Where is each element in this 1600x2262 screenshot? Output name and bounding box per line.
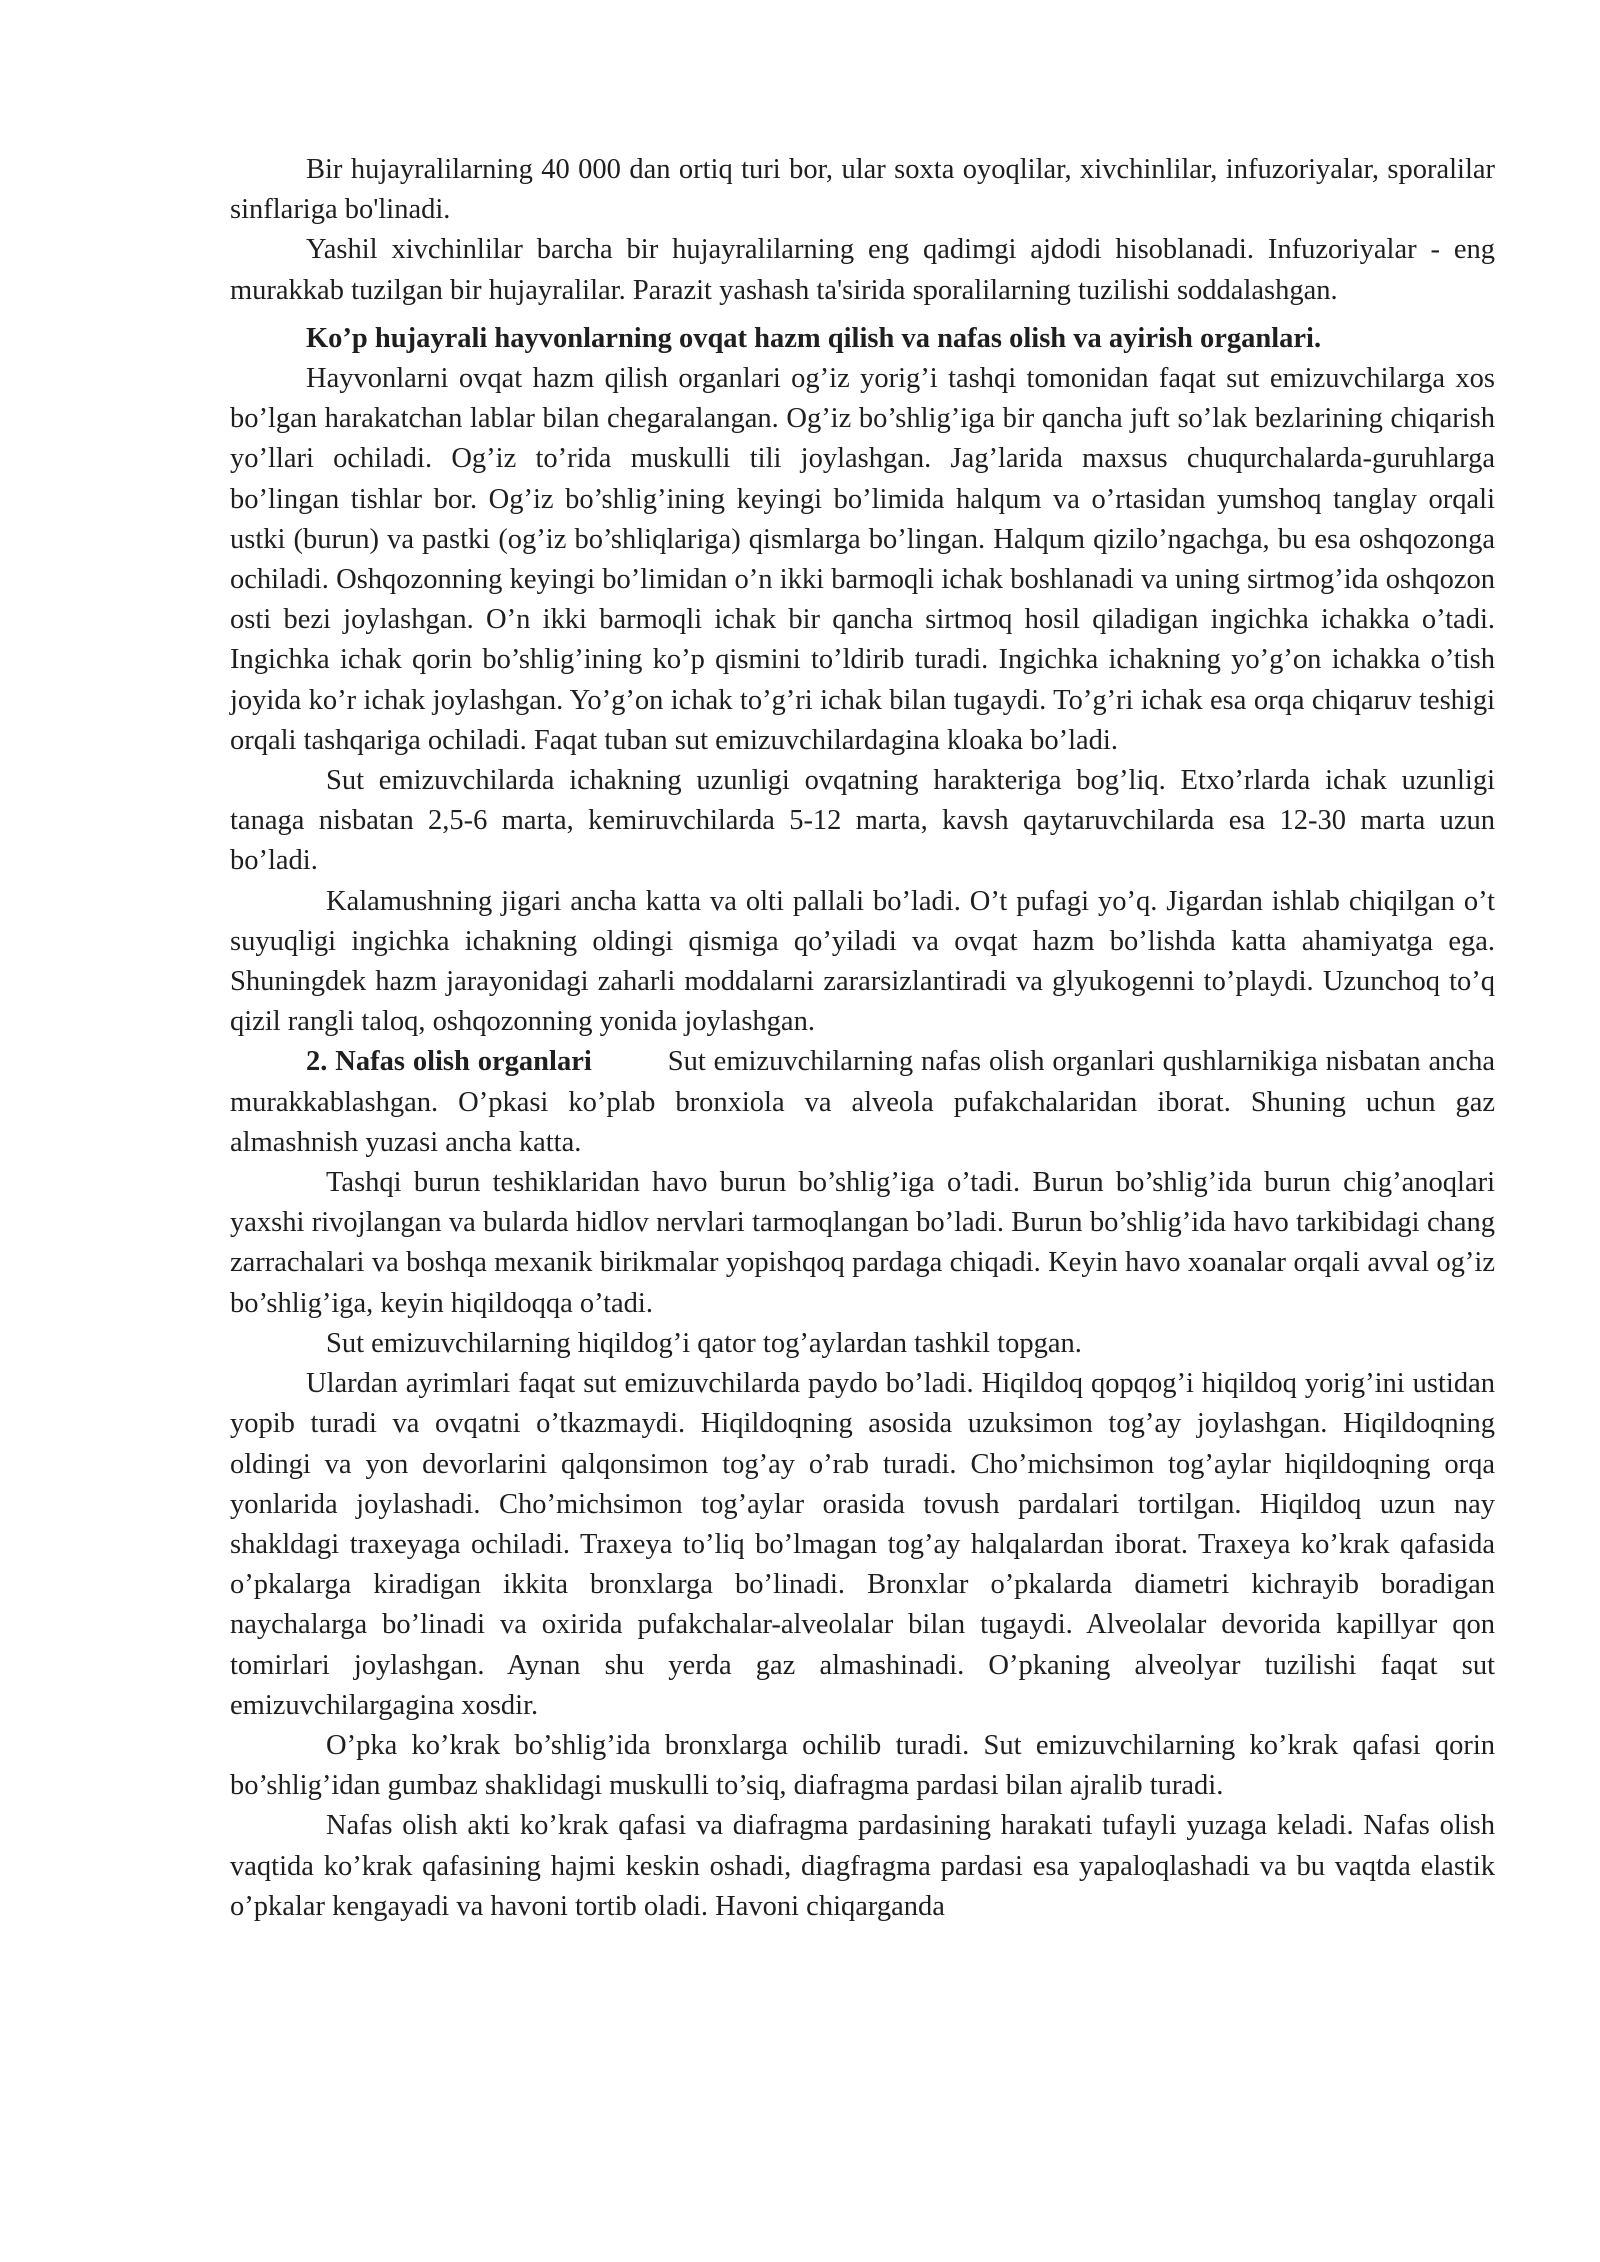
section-heading-digestive: Ko’p hujayrali hayvonlarning ovqat hazm qilish va nafas olish va ayirish organlari.: [306, 322, 1322, 354]
paragraph-flagellates: Yashil xivchinlilar barcha bir hujayralilarning eng qadimgi ajdodi hisoblanadi. Infuzoriyalar - eng murakkab tuzilgan bir hujayralilar. Parazit yashash ta'sirida sporalilarning tuzilishi soddalashgan.: [230, 234, 1495, 306]
paragraph-protozoa-count: Bir hujayralilarning 40 000 dan ortiq turi bor, ular soxta oyoqlilar, xivchinlilar, infuzoriyalar, sporalilar sinflariga bo'linadi.: [230, 154, 1495, 226]
paragraph-breathing-act: Nafas olish akti ko’krak qafasi va diafragma pardasining harakati tufayli yuzaga keladi. Nafas olish vaqtida ko’krak qafasining hajmi keskin oshadi, diagfragma pardasi esa yapaloqlashadi va bu vaqtda elastik o’pkalar kengayadi va havoni tortib oladi. Havoni chiqarganda: [230, 1810, 1495, 1922]
paragraph-intestine-length: Sut emizuvchilarda ichakning uzunligi ovqatning harakteriga bog’liq. Etxo’rlarda ichak uzunligi tanaga nisbatan 2,5-6 marta, kemiruvchilarda 5-12 marta, kavsh qaytaruvchilarda esa 12-30 marta uzun bo’ladi.: [230, 765, 1495, 877]
inline-heading-respiratory: 2. Nafas olish organlari: [306, 1046, 592, 1078]
paragraph-nasal-cavity: Tashqi burun teshiklaridan havo burun bo’shlig’iga o’tadi. Burun bo’shlig’ida burun chig’anoqlari yaxshi rivojlangan va bularda hidlov nervlari tarmoqlangan bo’ladi. Burun bo’shlig’ida havo tarkibidagi chang zarrachalari va boshqa mexanik birikmalar yopishqoq pardaga chiqadi. Keyin havo xoanalar orqali avval og’iz bo’shlig’iga, keyin hiqildoqqa o’tadi.: [230, 1167, 1495, 1319]
paragraph-respiratory-intro: [230, 1042, 1495, 1163]
paragraph-larynx: Sut emizuvchilarning hiqildog’i qator tog’aylardan tashkil topgan.: [326, 1327, 1082, 1359]
document-page: [230, 150, 1495, 1927]
paragraph-lungs-diaphragm: O’pka ko’krak bo’shlig’ida bronxlarga ochilib turadi. Sut emizuvchilarning ko’krak qafasi qorin bo’shlig’idan gumbaz shaklidagi muskulli to’siq, diafragma pardasi bilan ajralib turadi.: [230, 1729, 1495, 1802]
paragraph-digestive-organs: Hayvonlarni ovqat hazm qilish organlari og’iz yorig’i tashqi tomonidan faqat sut emizuvchilarga xos bo’lgan harakatchan lablar bilan chegaralangan. Og’iz bo’shlig’iga bir qancha juft so’lak bezlarining chiqarish yo’llari ochiladi. Og’iz to’rida muskulli tili joylashgan. Jag’larida maxsus chuqurchalarda-guruhlarga bo’lingan tishlar bor. Og’iz bo’shlig’ining keyingi bo’limida halqum va o’rtasidan yumshoq tanglay orqali ustki (burun) va pastki (og’iz bo’shliqlariga) qismlarga bo’lingan. Halqum qizilo’ngachga, bu esa oshqozonga ochiladi. Oshqozonning keyingi bo’limidan o’n ikki barmoqli ichak boshlanadi va uning sirtmog’ida oshqozon osti bezi joylashgan. O’n ikki barmoqli ichak bir qancha sirtmoq hosil qiladigan ingichka ichakka o’tadi. Ingichka ichak qorin bo’shlig’ining ko’p qismini to’ldirib turadi. Ingichka ichakning yo’g’on ichakka o’tish joyida ko’r ichak joylashgan. Yo’g’on ichak to’g’ri ichak bilan tugaydi. To’g’ri ichak esa orqa chiqaruv teshigi orqali tashqariga ochiladi. Faqat tuban sut emizuvchilardagina kloaka bo’ladi.: [230, 363, 1495, 756]
paragraph-liver: Kalamushning jigari ancha katta va olti pallali bo’ladi. O’t pufagi yo’q. Jigardan ishlab chiqilgan o’t suyuqligi ingichka ichakning oldingi qismiga qo’yiladi va ovqat hazm bo’lishda katta ahamiyatga ega. Shuningdek hazm jarayonidagi zaharli moddalarni zararsizlantiradi va glyukogenni to’playdi. Uzunchoq to’q qizil rangli taloq, oshqozonning yonida joylashgan.: [230, 885, 1495, 1038]
paragraph-respiratory-body: Sut emizuvchilarning nafas olish organlari qushlarnikiga nisbatan ancha murakkablashgan. O’pkasi ko’plab bronxiola va alveola pufakchalaridan iborat. Shuning uchun gaz almashnish yuzasi ancha katta.: [230, 1046, 1495, 1158]
paragraph-larynx-details: Ulardan ayrimlari faqat sut emizuvchilarda paydo bo’ladi. Hiqildoq qopqog’i hiqildoq yorig’ini ustidan yopib turadi va ovqatni o’tkazmaydi. Hiqildoqning asosida uzuksimon tog’ay joylashgan. Hiqildoqning oldingi va yon devorlarini qalqonsimon tog’ay o’rab turadi. Cho’michsimon tog’aylar hiqildoqning orqa yonlarida joylashadi. Cho’michsimon tog’aylar orasida tovush pardalari tortilgan. Hiqildoq uzun nay shakldagi traxeyaga ochiladi. Traxeya to’liq bo’lmagan tog’ay halqalardan iborat. Traxeya ko’krak qafasida o’pkalarga kiradigan ikkita bronxlarga bo’linadi. Bronxlar o’pkalarda diametri kichrayib boradigan naychalarga bo’linadi va oxirida pufakchalar-alveolalar bilan tugaydi. Alveolalar devorida kapillyar qon tomirlari joylashgan. Aynan shu yerda gaz almashinadi. O’pkaning alveolyar tuzilishi faqat sut emizuvchilargagina xosdir.: [230, 1368, 1495, 1721]
